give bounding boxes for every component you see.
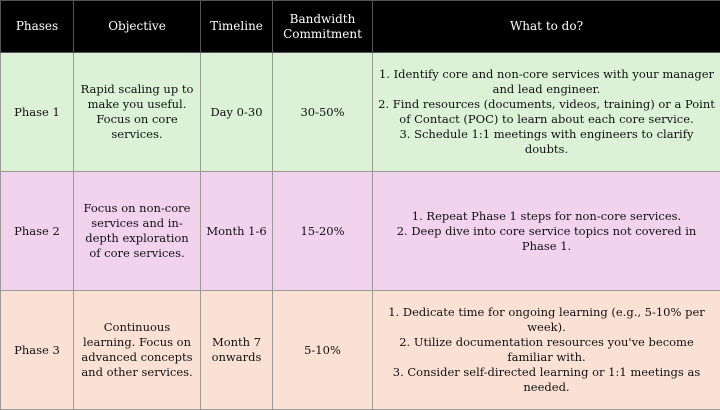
step-item: 1. Identify core and non-core services with your manager and lead engineer. (378, 67, 715, 97)
steps-cell (373, 291, 720, 410)
header-bandwidth-line1: Bandwidth (278, 12, 367, 27)
header-phases: Phases (1, 1, 74, 53)
step-item: 2. Find resources (documents, videos, training) or a Point of Contact (POC) to learn about each core service. (378, 97, 715, 127)
step-item: 1. Dedicate time for ongoing learning (e.g., 5-10% per week). (378, 305, 715, 335)
table-row-phase-1 (1, 53, 720, 172)
bandwidth-cell: 15-20% (273, 172, 373, 291)
steps-cell (373, 172, 720, 291)
step-item: 3. Schedule 1:1 meetings with engineers to clarify doubts. (378, 127, 715, 157)
table-row-phase-2 (1, 172, 720, 291)
header-bandwidth-line2: Commitment (278, 27, 367, 42)
timeline-cell: Day 0-30 (201, 53, 273, 172)
bandwidth-cell: 5-10% (273, 291, 373, 410)
bandwidth-cell: 30-50% (273, 53, 373, 172)
steps-cell (373, 53, 720, 172)
phase-cell: Phase 3 (1, 291, 74, 410)
header-objective: Objective (74, 1, 201, 53)
objective-cell: Focus on non-core services and in-depth exploration of core services. (74, 172, 201, 291)
table-row-phase-3 (1, 291, 720, 410)
objective-cell: Continuous learning. Focus on advanced concepts and other services. (74, 291, 201, 410)
step-item: 3. Consider self-directed learning or 1:1 meetings as needed. (378, 365, 715, 395)
phase-cell: Phase 1 (1, 53, 74, 172)
step-item: 2. Deep dive into core service topics not covered in Phase 1. (378, 224, 715, 254)
timeline-cell: Month 7 onwards (201, 291, 273, 410)
header-row (1, 1, 720, 53)
header-bandwidth (273, 1, 373, 53)
phase-cell: Phase 2 (1, 172, 74, 291)
header-timeline: Timeline (201, 1, 273, 53)
step-item: 2. Utilize documentation resources you've become familiar with. (378, 335, 715, 365)
timeline-cell: Month 1-6 (201, 172, 273, 291)
header-what-to-do: What to do? (373, 1, 720, 53)
objective-cell: Rapid scaling up to make you useful. Focus on core services. (74, 53, 201, 172)
step-item: 1. Repeat Phase 1 steps for non-core services. (378, 209, 715, 224)
